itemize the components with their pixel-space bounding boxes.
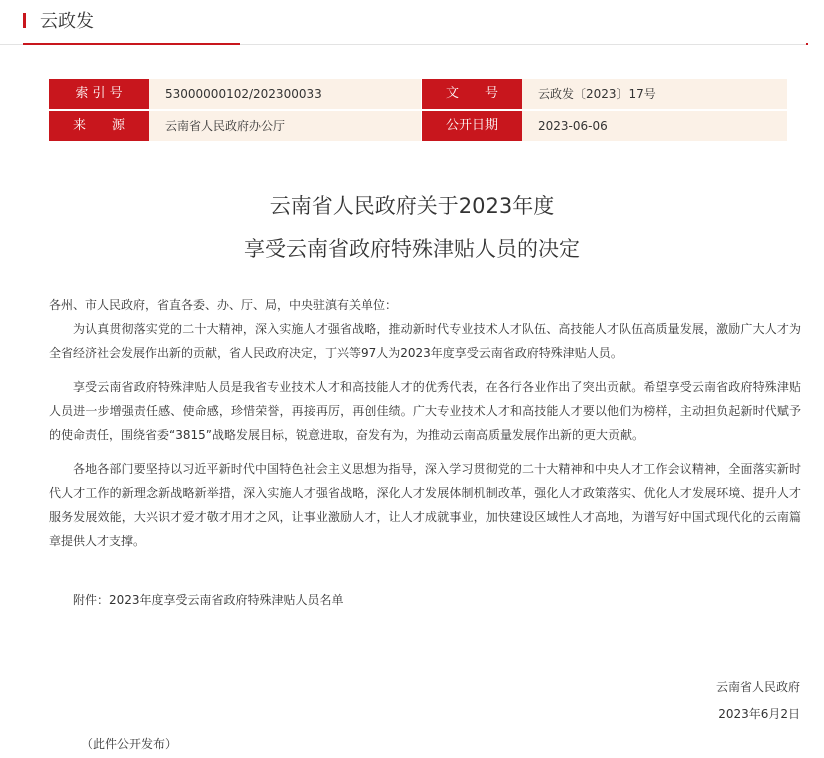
- document-number-value: 云政发〔2023〕17号: [522, 79, 787, 109]
- salutation-text: 各州、市人民政府，省直各委、办、厅、局，中央驻滇有关单位：: [49, 298, 398, 312]
- header-divider-end: [806, 43, 808, 45]
- header-accent-bar: [23, 13, 26, 28]
- index-number-value: 53000000102/202300033: [149, 79, 421, 109]
- attachment: [49, 588, 801, 612]
- body-paragraph-3: [49, 457, 801, 553]
- document-title-line-1: 云南省人民政府关于2023年度: [269, 194, 555, 218]
- source-value: 云南省人民政府办公厅: [149, 111, 421, 141]
- document-meta-table: [49, 79, 787, 143]
- meta-row: [49, 111, 787, 141]
- paragraph-text: 为认真贯彻落实党的二十大精神，深入实施人才强省战略，推动新时代专业技术人才队伍、高技能人才队伍高质量发展，激励广大人才为全省经济社会发展作出新的贡献，省人民政府决定，丁兴等97人为2023年度享受云南省政府特殊津贴人员。: [49, 322, 801, 360]
- sign-date: 2023年6月2日: [718, 707, 800, 721]
- page-header: [0, 0, 824, 46]
- paragraph-text: 享受云南省政府特殊津贴人员是我省专业技术人才和高技能人才的优秀代表，在各行各业作出了突出贡献。希望享受云南省政府特殊津贴人员进一步增强责任感、使命感，珍惜荣誉，再接再厉，再创佳绩。广大专业技术人才和高技能人才要以他们为榜样，主动担负起新时代赋予的使命责任，围绕省委“3815”战略发展目标，锐意进取，奋发有为，为推动云南高质量发展作出新的更大贡献。: [49, 380, 801, 442]
- body-paragraph-2: [49, 375, 801, 447]
- paragraph-text: 各地各部门要坚持以习近平新时代中国特色社会主义思想为指导，深入学习贯彻党的二十大精神和中央人才工作会议精神，全面落实新时代人才工作的新理念新战略新举措，深入实施人才强省战略，深化人才发展体制机制改革，强化人才政策落实、优化人才发展环境、提升人才服务发展效能，大兴识才爱才敬才用才之风，让事业激励人才，让人才成就事业，加快建设区域性人才高地，为谱写好中国式现代化的云南篇章提供人才支撑。: [49, 462, 801, 548]
- header-title: 云政发: [40, 11, 94, 32]
- index-number-label: 索 引 号: [49, 79, 149, 109]
- document-number-label: 文 号: [422, 79, 522, 109]
- document-title-line-2: 享受云南省政府特殊津贴人员的决定: [244, 237, 580, 261]
- attachment-text: 附件：2023年度享受云南省政府特殊津贴人员名单: [73, 593, 344, 607]
- signer: 云南省人民政府: [715, 680, 800, 694]
- source-label: 来 源: [49, 111, 149, 141]
- header-divider-accent: [23, 43, 240, 45]
- publish-date-label: 公开日期: [422, 111, 522, 141]
- salutation: [49, 293, 801, 317]
- meta-row: [49, 79, 787, 109]
- publish-date-value: 2023-06-06: [522, 111, 787, 141]
- body-paragraph-1: [49, 317, 801, 365]
- publication-note: （此件公开发布）: [81, 737, 178, 751]
